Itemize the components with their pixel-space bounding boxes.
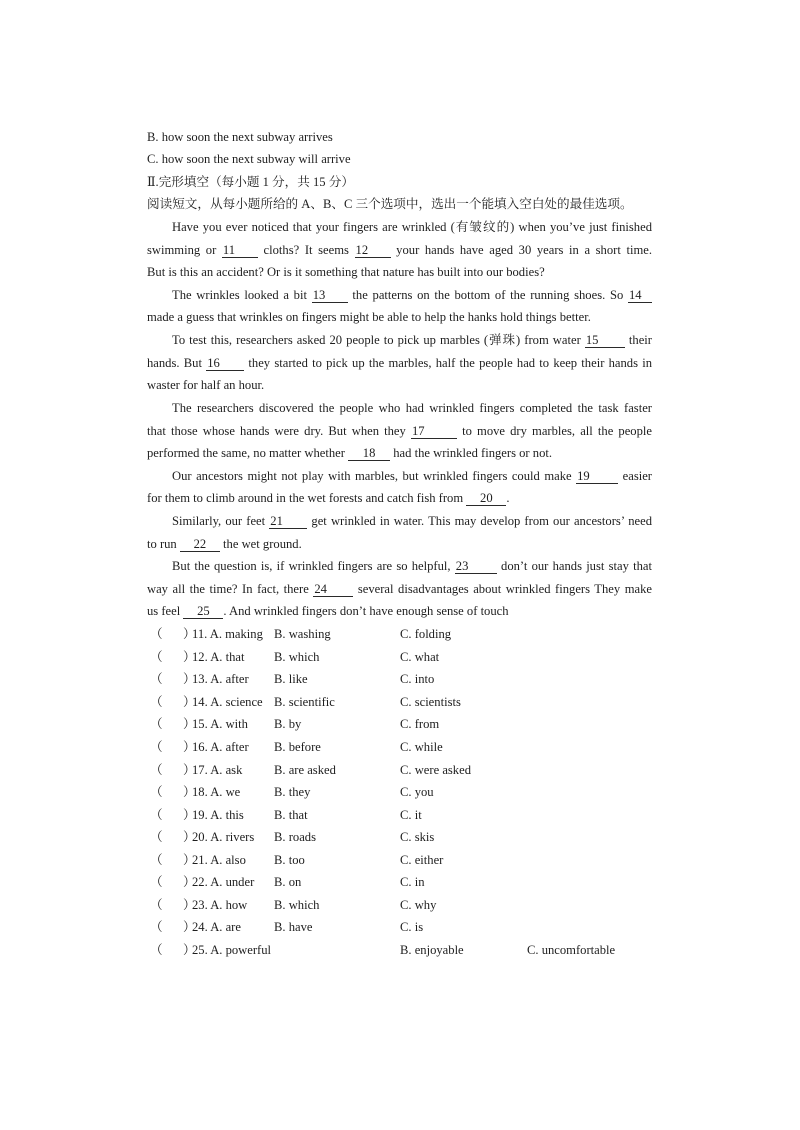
text: The wrinkles looked a bit	[172, 288, 307, 302]
text: get wrinkled in water. This may develop from our ancestors’ need	[311, 514, 652, 528]
answer-paren-left: （	[150, 763, 163, 777]
blank-16: 16	[206, 357, 244, 371]
option-c: C. why	[400, 898, 437, 912]
option-c: C. it	[400, 808, 422, 822]
passage-line-15	[147, 536, 652, 552]
passage-line-17	[147, 581, 652, 597]
text: that those whose hands were dry. But when they	[147, 424, 406, 438]
option-b: B. that	[274, 808, 308, 822]
passage-line-5: made a guess that wrinkles on fingers might be able to help the hanks hold things better.	[147, 310, 591, 324]
option-a: 12. A. that	[192, 650, 245, 664]
question-15	[150, 716, 650, 732]
answer-paren-right: ）	[183, 830, 196, 844]
answer-paren-right: ）	[183, 717, 196, 731]
option-a: 14. A. science	[192, 695, 263, 709]
option-b: B. which	[274, 898, 320, 912]
text: to run	[147, 537, 177, 551]
answer-paren-right: ）	[183, 650, 196, 664]
text: to move dry marbles, all the people	[462, 424, 652, 438]
question-13	[150, 671, 650, 687]
blank-21: 21	[269, 515, 307, 529]
blank-24: 24	[313, 583, 353, 597]
answer-paren-right: ）	[183, 627, 196, 641]
text: performed the same, no matter whether	[147, 446, 345, 460]
answer-paren-left: （	[150, 830, 163, 844]
text: Similarly, our feet	[172, 514, 266, 528]
option-a: 17. A. ask	[192, 763, 243, 777]
option-b: B. scientific	[274, 695, 335, 709]
answer-paren-left: （	[150, 627, 163, 641]
option-b: B. roads	[274, 830, 316, 844]
answer-paren-right: ）	[183, 740, 196, 754]
section-instruction: 阅读短文，从每小题所给的 A、B、C 三个选项中，选出一个能填入空白处的最佳选项。	[147, 197, 633, 211]
text: the wet ground.	[223, 537, 302, 551]
option-a: 23. A. how	[192, 898, 248, 912]
answer-paren-right: ）	[183, 763, 196, 777]
answer-paren-left: （	[150, 717, 163, 731]
option-b: B. washing	[274, 627, 331, 641]
text: their	[628, 333, 652, 347]
answer-paren-right: ）	[183, 920, 196, 934]
answer-paren-left: （	[150, 943, 163, 957]
option-a: 16. A. after	[192, 740, 249, 754]
text: us feel	[147, 604, 181, 618]
text: To test this, researchers asked 20 people to pick up marbles (弹珠) from water	[172, 333, 581, 347]
text: hands. But	[147, 356, 202, 370]
text: for them to climb around in the wet forests and catch fish from	[147, 491, 464, 505]
option-b: B. too	[274, 853, 305, 867]
option-c: C. while	[400, 740, 443, 754]
answer-paren-right: ）	[183, 853, 196, 867]
passage-line-2	[147, 242, 652, 258]
answer-paren-left: （	[150, 672, 163, 686]
text: they started to pick up the marbles, half the people had to keep their hands in	[248, 356, 653, 370]
passage-line-9: The researchers discovered the people who had wrinkled fingers completed the task faster	[172, 401, 652, 415]
passage-line-18	[147, 603, 652, 619]
question-12	[150, 649, 650, 665]
question-25	[150, 942, 650, 958]
answer-paren-left: （	[150, 853, 163, 867]
blank-14: 14	[628, 289, 652, 303]
option-b: B. are asked	[274, 763, 336, 777]
answer-paren-right: ）	[183, 808, 196, 822]
answer-paren-left: （	[150, 740, 163, 754]
blank-12: 12	[355, 244, 391, 258]
blank-11: 11	[222, 244, 258, 258]
answer-paren-left: （	[150, 898, 163, 912]
option-c: C. either	[400, 853, 444, 867]
option-b: B. before	[274, 740, 321, 754]
option-a: 24. A. are	[192, 920, 241, 934]
option-b: B. they	[274, 785, 311, 799]
question-14	[150, 694, 650, 710]
option-c: C. in	[400, 875, 425, 889]
answer-paren-right: ）	[183, 695, 196, 709]
answer-paren-left: （	[150, 650, 163, 664]
passage-line-10	[147, 423, 652, 439]
option-c: C. you	[400, 785, 434, 799]
option-a: 21. A. also	[192, 853, 246, 867]
blank-23: 23	[455, 560, 497, 574]
option-c: C. is	[400, 920, 424, 934]
option-c: C. into	[400, 672, 435, 686]
option-b: B. by	[274, 717, 302, 731]
question-19	[150, 807, 650, 823]
text: way all the time? In fact, there	[147, 582, 309, 596]
option-c-prev: C. how soon the next subway will arrive	[147, 152, 351, 166]
blank-25: 25	[183, 605, 223, 619]
option-c: C. scientists	[400, 695, 461, 709]
text: the patterns on the bottom of the running shoes. So	[352, 288, 624, 302]
passage-line-11	[147, 445, 652, 461]
answer-paren-right: ）	[183, 898, 196, 912]
option-a: 22. A. under	[192, 875, 255, 889]
question-17	[150, 762, 650, 778]
text: easier	[622, 469, 653, 483]
blank-17: 17	[411, 425, 457, 439]
answer-paren-right: ）	[183, 875, 196, 889]
passage-line-6	[172, 332, 652, 348]
question-20	[150, 829, 650, 845]
passage-line-7	[147, 355, 652, 371]
question-23	[150, 897, 650, 913]
question-21	[150, 852, 650, 868]
text: .	[506, 491, 510, 505]
option-b: B. enjoyable	[400, 943, 464, 957]
option-a: 11. A. making	[192, 627, 263, 641]
option-a: 18. A. we	[192, 785, 241, 799]
answer-paren-right: ）	[183, 785, 196, 799]
option-b: B. like	[274, 672, 308, 686]
question-18	[150, 784, 650, 800]
answer-paren-left: （	[150, 808, 163, 822]
passage-line-8: waster for half an hour.	[147, 378, 265, 392]
option-a: 15. A. with	[192, 717, 248, 731]
text: cloths? It seems	[263, 243, 349, 257]
answer-paren-right: ）	[183, 672, 196, 686]
text: swimming or	[147, 243, 217, 257]
answer-paren-left: （	[150, 695, 163, 709]
passage-line-3: But is this an accident? Or is it something that nature has built into our bodies?	[147, 265, 545, 279]
question-24	[150, 919, 650, 935]
option-b: B. on	[274, 875, 302, 889]
text: your hands have aged 30 years in a short time.	[396, 243, 652, 257]
question-16	[150, 739, 650, 755]
passage-line-16	[172, 558, 652, 574]
option-c: C. skis	[400, 830, 435, 844]
text: But the question is, if wrinkled fingers are so helpful,	[172, 559, 451, 573]
option-a: 25. A. powerful	[192, 943, 272, 957]
text: had the wrinkled fingers or not.	[393, 446, 553, 460]
answer-paren-left: （	[150, 785, 163, 799]
option-c: C. folding	[400, 627, 452, 641]
blank-18: 18	[348, 447, 390, 461]
text: don’t our hands just stay that	[501, 559, 652, 573]
option-a: 19. A. this	[192, 808, 244, 822]
text: several disadvantages about wrinkled fingers They make	[357, 582, 652, 596]
text: Our ancestors might not play with marbles, but wrinkled fingers could make	[172, 469, 572, 483]
option-c: C. uncomfortable	[527, 943, 616, 957]
passage-line-13	[147, 490, 652, 506]
blank-13: 13	[312, 289, 348, 303]
blank-20: 20	[466, 492, 506, 506]
option-b: B. which	[274, 650, 320, 664]
section-title: Ⅱ.完形填空（每小题 1 分，共 15 分）	[147, 175, 354, 189]
text: . And wrinkled fingers don’t have enough sense of touch	[223, 604, 509, 618]
question-22	[150, 874, 650, 890]
option-c: C. what	[400, 650, 440, 664]
passage-line-4	[172, 287, 652, 303]
answer-paren-left: （	[150, 920, 163, 934]
answer-paren-left: （	[150, 875, 163, 889]
question-11	[150, 626, 650, 642]
option-b-prev: B. how soon the next subway arrives	[147, 130, 333, 144]
passage-line-12	[172, 468, 652, 484]
blank-15: 15	[585, 334, 625, 348]
option-a: 13. A. after	[192, 672, 249, 686]
blank-22: 22	[180, 538, 220, 552]
option-a: 20. A. rivers	[192, 830, 255, 844]
option-b: B. have	[274, 920, 313, 934]
passage-line-1: Have you ever noticed that your fingers are wrinkled (有皱纹的) when you’ve just finished	[172, 220, 652, 234]
option-c: C. were asked	[400, 763, 471, 777]
answer-paren-right: ）	[183, 943, 196, 957]
blank-19: 19	[576, 470, 618, 484]
option-c: C. from	[400, 717, 440, 731]
passage-line-14	[172, 513, 652, 529]
